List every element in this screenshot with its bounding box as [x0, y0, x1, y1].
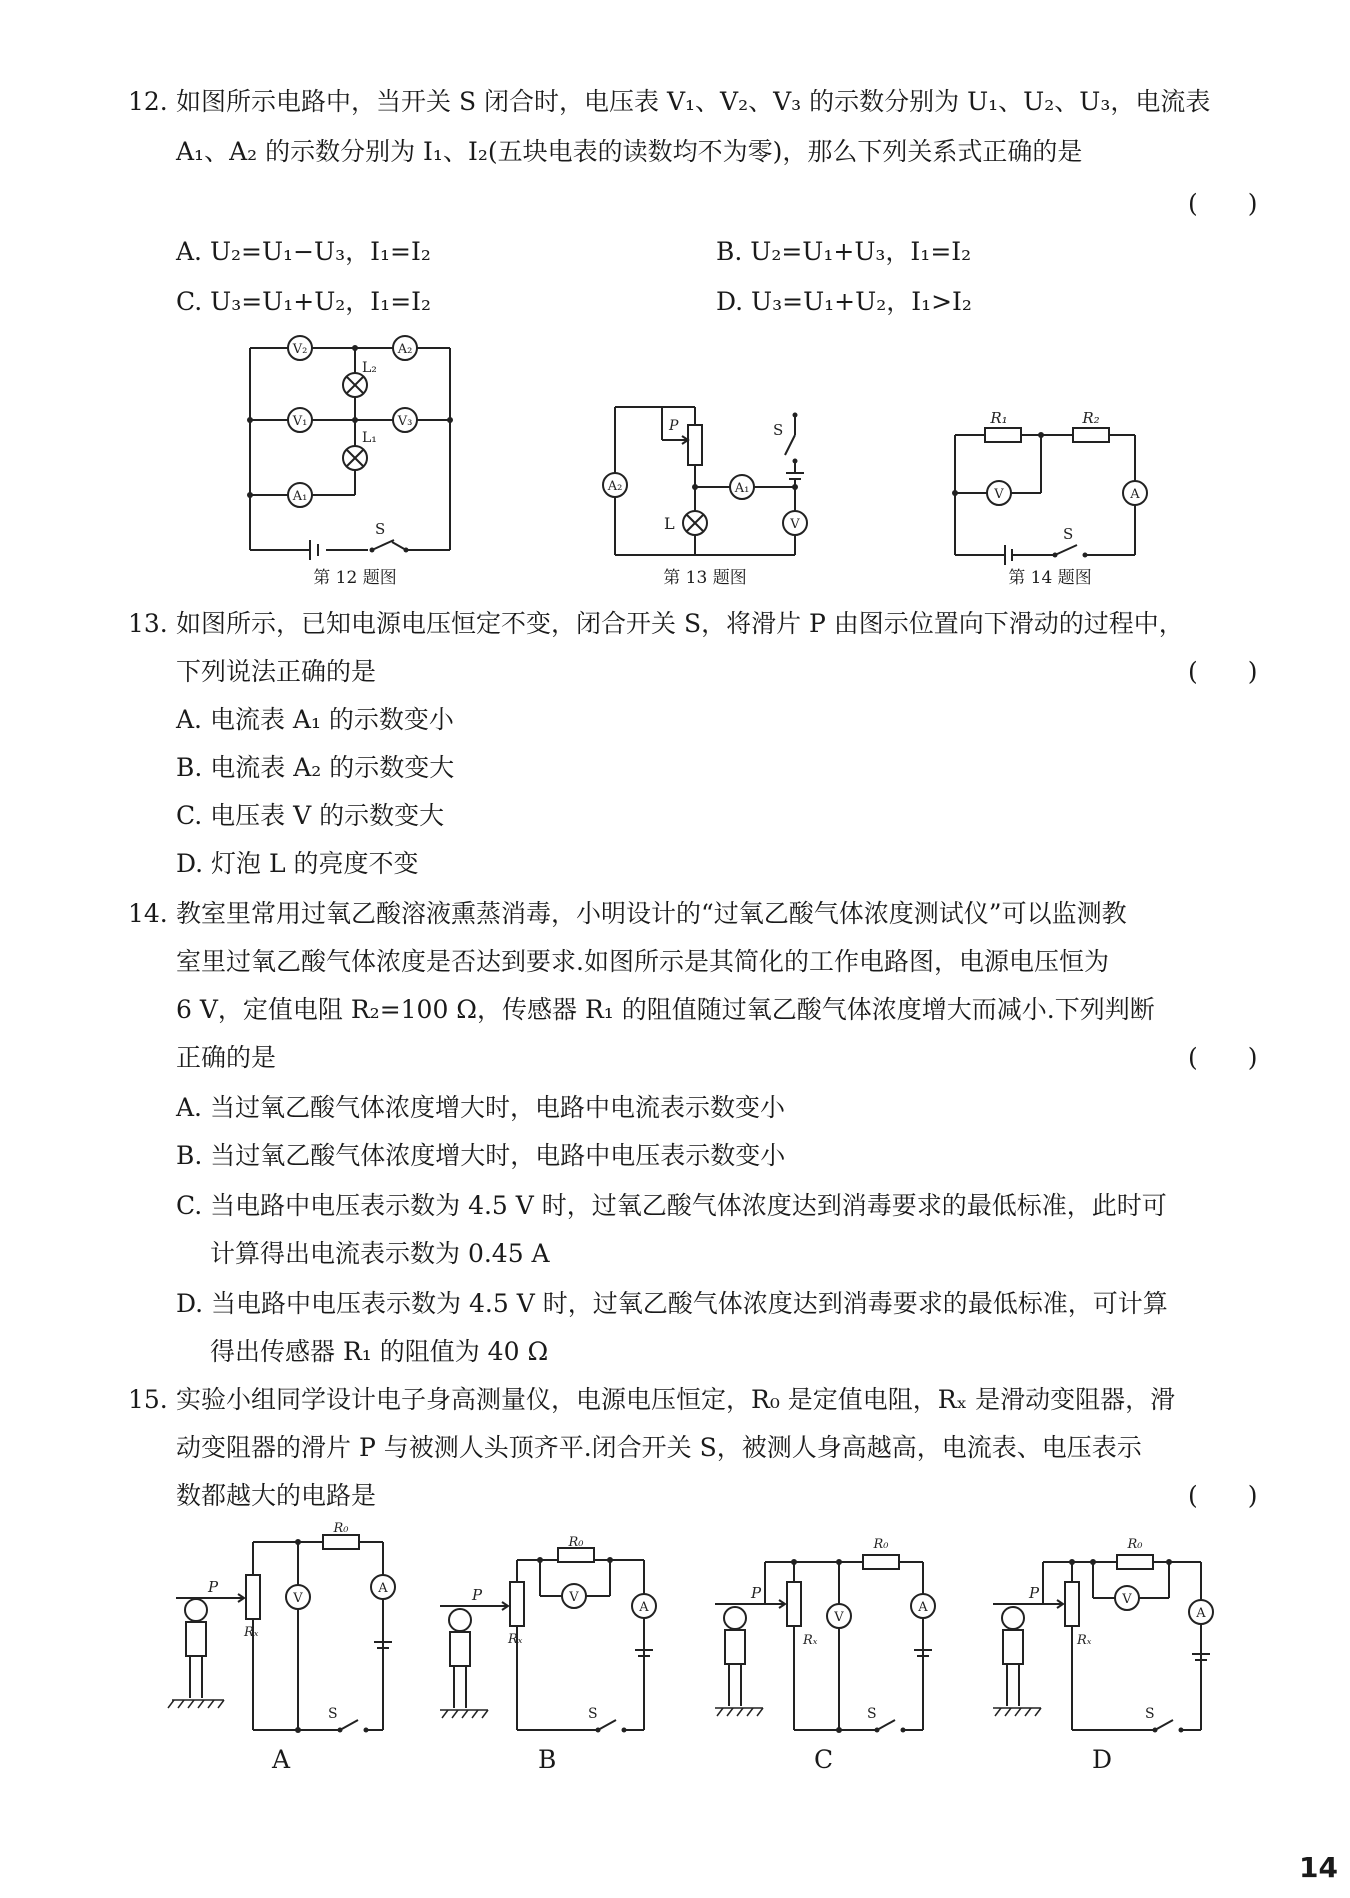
fig15d-v-label: V: [1122, 1592, 1132, 1607]
fig13-s-label: S: [773, 421, 784, 439]
figure-15-option-label-a: A: [272, 1745, 291, 1774]
fig15d-rx-label: Rₓ: [1077, 1633, 1092, 1648]
question-12-option-b: B. U₂=U₁+U₃，I₁=I₂: [716, 237, 972, 266]
fig15a-rx-label: Rₓ: [244, 1625, 259, 1640]
figure-13-circuit: [590, 395, 810, 565]
question-13-option-c: C. 电压表 V 的示数变大: [176, 801, 445, 830]
fig15c-rx-label: Rₓ: [803, 1633, 818, 1648]
fig13-a2-label: A₂: [607, 479, 623, 494]
question-13-text-line1: 如图所示，已知电源电压恒定不变，闭合开关 S，将滑片 P 由图示位置向下滑动的过程中，: [176, 609, 1184, 638]
fig12-v1-label: V₁: [292, 414, 308, 429]
question-15-number: 15.: [128, 1385, 168, 1414]
fig12-l1-label: L₁: [362, 430, 377, 446]
fig14-s-label: S: [1063, 525, 1074, 543]
fig14-r1-label: R₁: [990, 409, 1008, 427]
question-14-text-line1: 教室里常用过氧乙酸溶液熏蒸消毒，小明设计的“过氧乙酸气体浓度测试仪”可以监测教: [176, 899, 1127, 928]
question-15-text-line2: 动变阻器的滑片 P 与被测人头顶齐平.闭合开关 S，被测人身高越高，电流表、电压表示: [176, 1433, 1142, 1462]
fig15b-v-label: V: [569, 1590, 579, 1605]
question-14-text-line2: 室里过氧乙酸气体浓度是否达到要求.如图所示是其简化的工作电路图，电源电压恒为: [176, 947, 1109, 976]
question-15-text-line1: 实验小组同学设计电子身高测量仪，电源电压恒定，R₀ 是定值电阻，Rₓ 是滑动变阻器，滑: [176, 1385, 1176, 1414]
fig15d-s-label: S: [1145, 1706, 1155, 1722]
question-13-text-line2: 下列说法正确的是: [176, 657, 377, 686]
figure-15-circuit-d: [993, 1532, 1233, 1750]
question-14-option-c-line2: 计算得出电流表示数为 0.45 A: [210, 1239, 550, 1268]
fig12-v2-label: V₂: [292, 342, 308, 357]
fig15a-r0-label: R₀: [333, 1521, 349, 1536]
fig12-s-label: S: [375, 520, 386, 538]
question-14-number: 14.: [128, 899, 168, 928]
fig15c-r0-label: R₀: [873, 1537, 889, 1552]
question-13-option-b: B. 电流表 A₂ 的示数变大: [176, 753, 455, 782]
fig15b-s-label: S: [588, 1706, 598, 1722]
question-13-option-d: D. 灯泡 L 的亮度不变: [176, 849, 419, 878]
fig14-r2-label: R₂: [1082, 409, 1100, 427]
question-12-text-line1: 如图所示电路中，当开关 S 闭合时，电压表 V₁、V₂、V₃ 的示数分别为 U₁、U₂、U₃，电流表: [176, 87, 1211, 116]
fig15c-a-label: A: [918, 1600, 928, 1615]
fig13-a1-label: A₁: [734, 481, 750, 496]
figure-15-option-label-d: D: [1092, 1745, 1113, 1774]
fig13-l-label: L: [664, 514, 675, 533]
fig14-v-label: V: [994, 487, 1004, 502]
fig15d-a-label: A: [1196, 1606, 1206, 1621]
question-14-option-b: B. 当过氧乙酸气体浓度增大时，电路中电压表示数变小: [176, 1141, 786, 1170]
fig15b-a-label: A: [639, 1600, 649, 1615]
question-14-option-d-line1: D. 当电路中电压表示数为 4.5 V 时，过氧乙酸气体浓度达到消毒要求的最低标准，可计算: [176, 1289, 1168, 1318]
fig12-a2-label: A₂: [397, 342, 413, 357]
fig13-p-label: P: [669, 418, 679, 434]
question-14-option-d-line2: 得出传感器 R₁ 的阻值为 40 Ω: [210, 1337, 549, 1366]
question-13-number: 13.: [128, 609, 168, 638]
fig15c-s-label: S: [867, 1706, 877, 1722]
figure-12-caption: 第 12 题图: [313, 568, 397, 588]
figure-15-circuit-b: [440, 1535, 680, 1750]
fig15d-p-label: P: [1029, 1584, 1040, 1602]
question-14-option-a: A. 当过氧乙酸气体浓度增大时，电路中电流表示数变小: [176, 1093, 785, 1122]
question-14-text-line4: 正确的是: [176, 1043, 277, 1072]
figure-14-circuit: [945, 405, 1145, 565]
question-15-text-line3: 数都越大的电路是: [176, 1481, 377, 1510]
question-14-text-line3: 6 V，定值电阻 R₂=100 Ω，传感器 R₁ 的阻值随过氧乙酸气体浓度增大而减小.下列判断: [176, 995, 1155, 1024]
question-12-answer-blank: ( ): [1188, 189, 1258, 218]
figure-15-option-label-c: C: [814, 1745, 834, 1774]
figure-15-option-label-b: B: [538, 1745, 557, 1774]
fig14-a-label: A: [1130, 487, 1140, 502]
page-number: 14: [1299, 1851, 1338, 1884]
fig15b-p-label: P: [472, 1586, 483, 1604]
fig15a-v-label: V: [293, 1591, 303, 1606]
question-14-answer-blank: ( ): [1188, 1043, 1258, 1072]
question-15-answer-blank: ( ): [1188, 1481, 1258, 1510]
fig15a-p-label: P: [208, 1578, 219, 1596]
question-14-option-c-line1: C. 当电路中电压表示数为 4.5 V 时，过氧乙酸气体浓度达到消毒要求的最低标准，此时可: [176, 1191, 1167, 1220]
figure-14-caption: 第 14 题图: [1008, 568, 1092, 588]
figure-13-caption: 第 13 题图: [663, 568, 747, 588]
question-12-option-c: C. U₃=U₁+U₂，I₁=I₂: [176, 287, 432, 316]
question-13-option-a: A. 电流表 A₁ 的示数变小: [176, 705, 454, 734]
fig13-v-label: V: [790, 517, 800, 532]
question-12-text-line2: A₁、A₂ 的示数分别为 I₁、I₂(五块电表的读数均不为零)，那么下列关系式正确的是: [176, 137, 1083, 166]
fig12-l2-label: L₂: [362, 360, 377, 376]
figure-15-circuit-a: [168, 1521, 408, 1750]
fig15b-rx-label: Rₓ: [508, 1632, 523, 1647]
fig15a-a-label: A: [378, 1581, 388, 1596]
question-13-answer-blank: ( ): [1188, 657, 1258, 686]
fig12-a1-label: A₁: [292, 489, 308, 504]
fig15d-r0-label: R₀: [1127, 1537, 1143, 1552]
figure-12-circuit: [240, 330, 470, 560]
fig15a-s-label: S: [328, 1706, 338, 1722]
question-12-option-a: A. U₂=U₁−U₃，I₁=I₂: [176, 237, 431, 266]
fig15c-p-label: P: [751, 1584, 762, 1602]
fig15b-r0-label: R₀: [568, 1535, 584, 1550]
question-12-option-d: D. U₃=U₁+U₂，I₁>I₂: [716, 287, 972, 316]
fig15c-v-label: V: [834, 1610, 844, 1625]
fig12-v3-label: V₃: [397, 414, 413, 429]
figure-15-circuit-c: [715, 1532, 955, 1750]
question-12-number: 12.: [128, 87, 168, 116]
